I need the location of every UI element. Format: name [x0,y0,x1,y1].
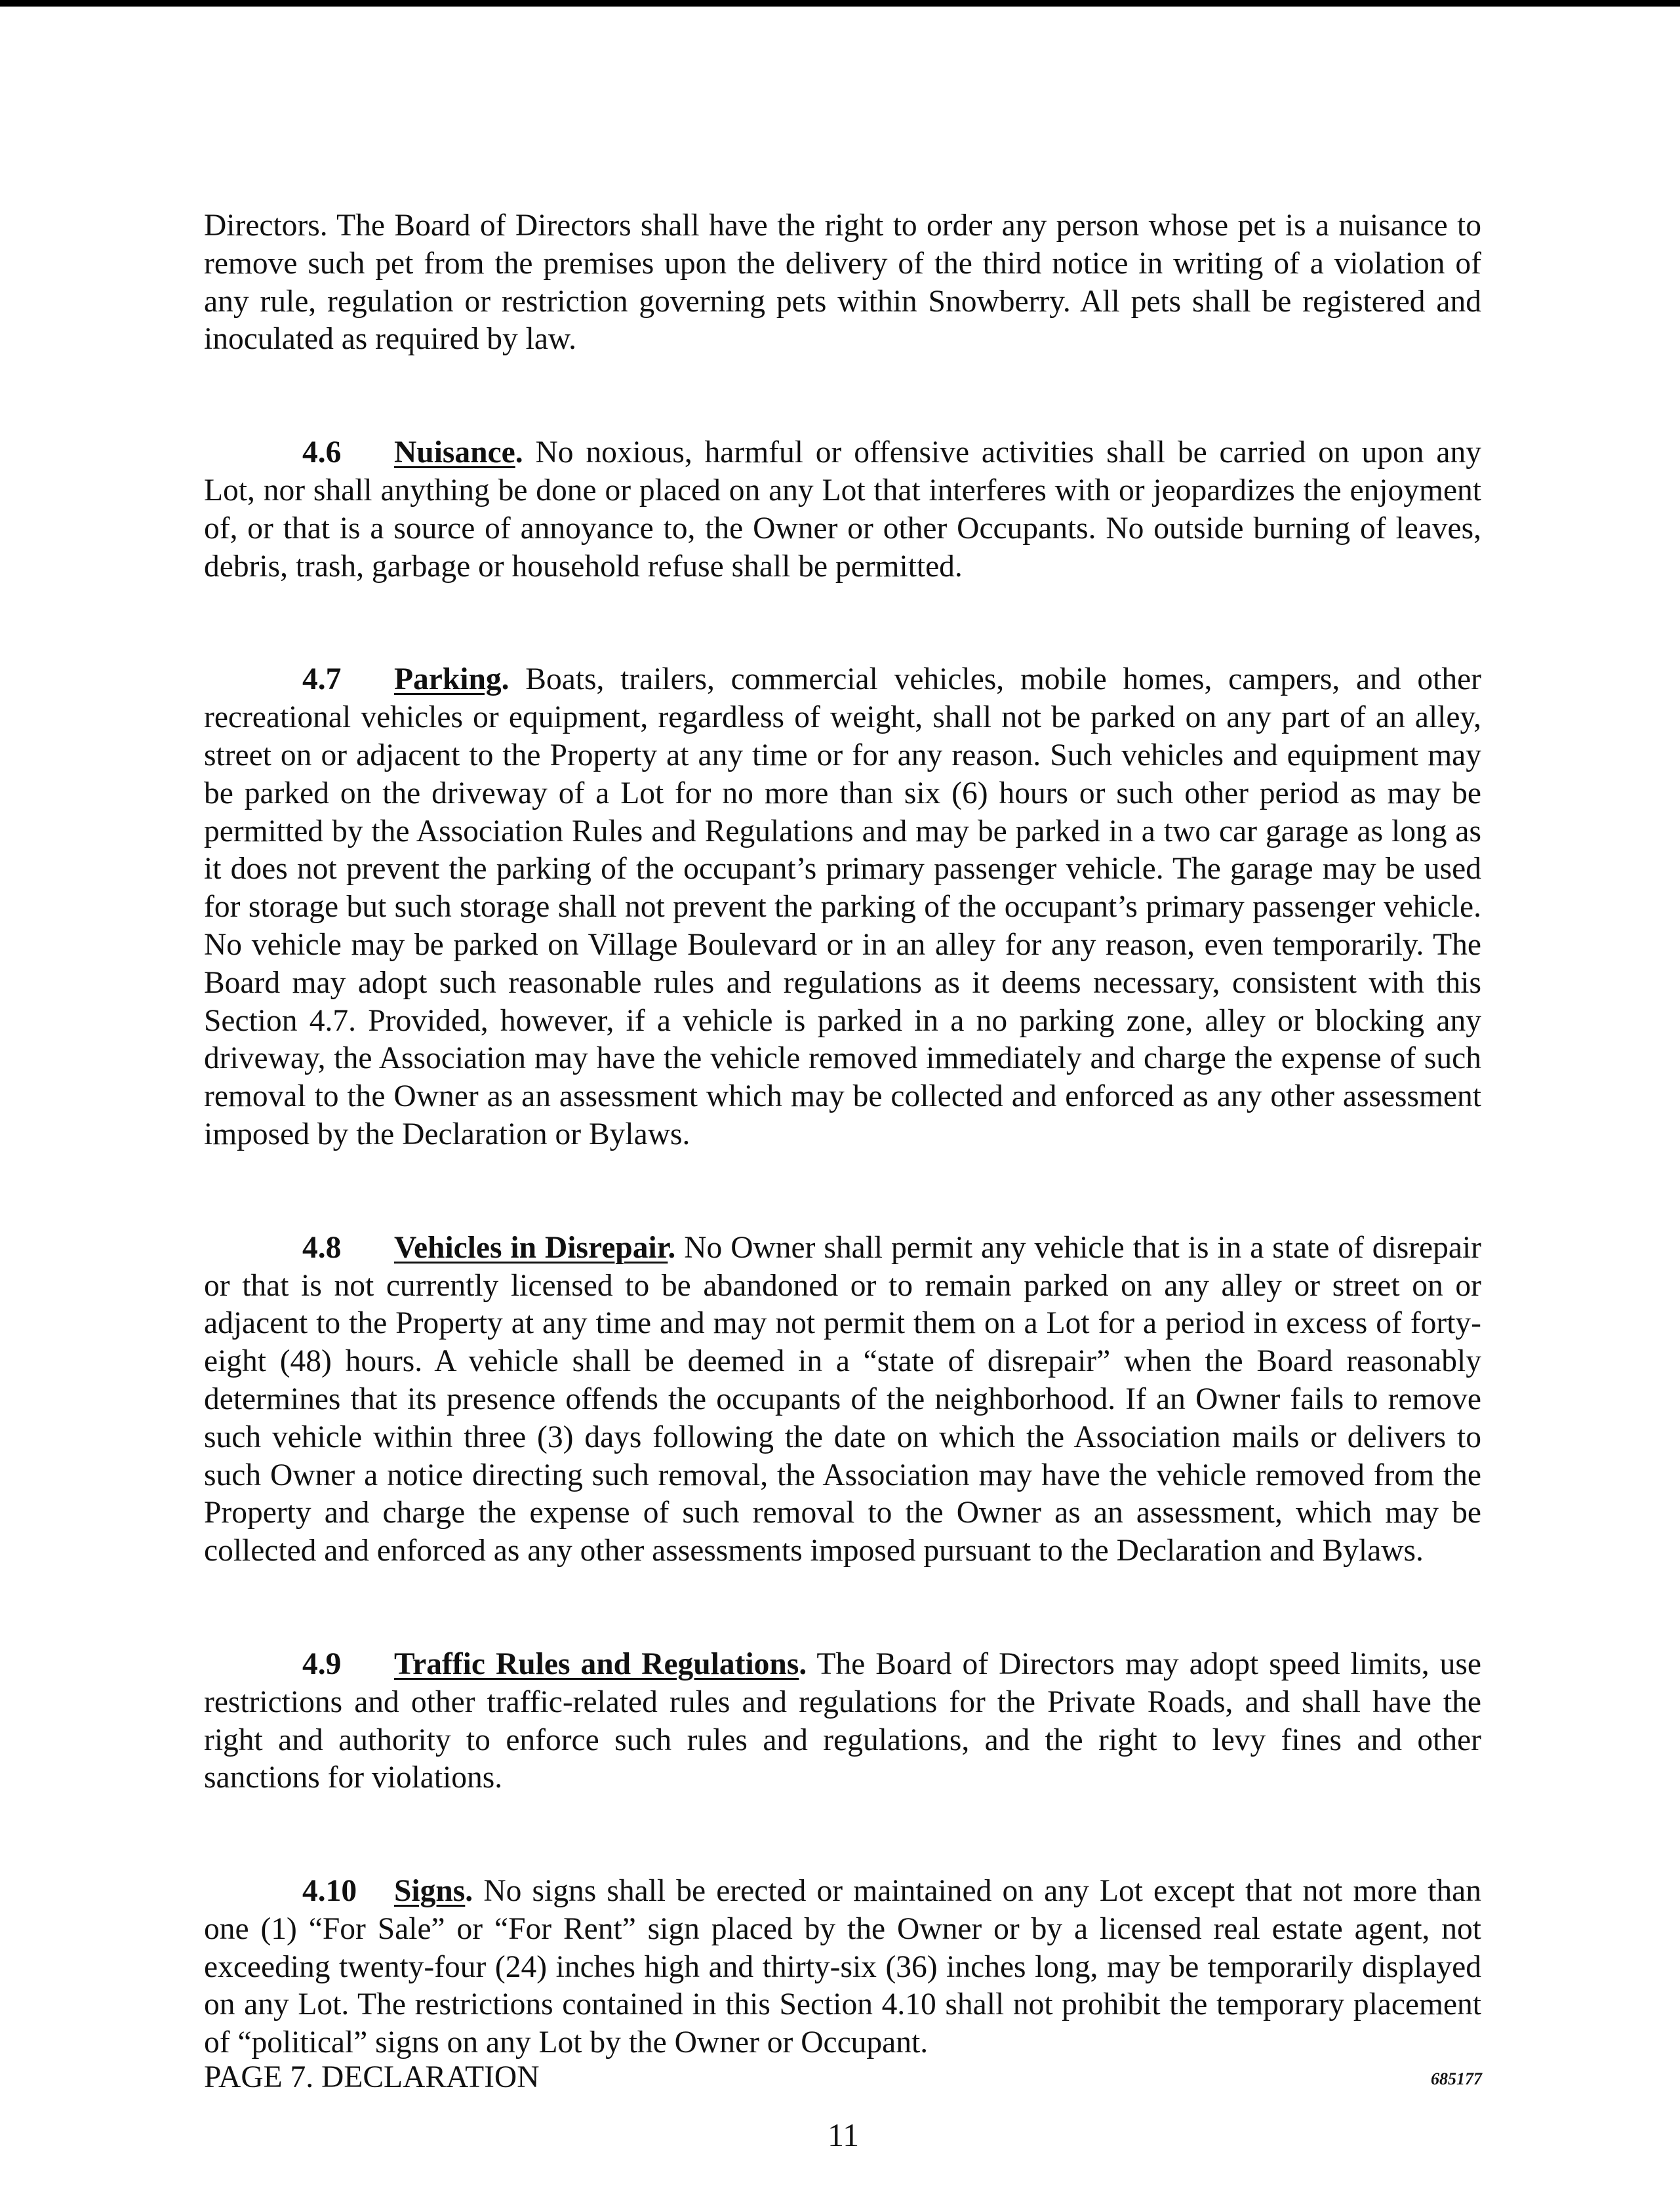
section-text: No noxious, harmful or offensive activities shall be carried on upon any Lot, nor shall anything be done or placed on any Lot that interferes with or jeopardizes the enjoyment of, or that is a source of annoyance to, the Owner or other Occupants. No outside burning of leaves, debris, trash, garbage or household refuse shall be permitted. [204,435,1481,584]
footer-page-label: PAGE 7. DECLARATION [204,2060,540,2094]
section-number: 4.9 [302,1646,342,1681]
handwritten-page-number: 11 [828,2117,860,2153]
section-number: 4.8 [302,1230,342,1265]
section-number: 4.6 [302,435,342,470]
section-number: 4.7 [302,662,342,697]
section-4-7 [204,661,1481,1153]
heading-period: . [465,1874,473,1909]
heading-period: . [799,1646,807,1681]
heading-period: . [668,1230,676,1265]
paragraph-gap [204,1797,1481,1873]
section-4-6 [204,434,1481,586]
paragraph-gap [204,1154,1481,1229]
section-4-8 [204,1229,1481,1570]
section-text: Boats, trailers, commercial vehicles, mobile homes, campers, and other recreational vehicles or equipment, regardless of weight, shall not be parked on any part of an alley, street on or adjacent to the Property at any time or for any reason. Such vehicles and equipment may be parked on the driveway of a Lot for no more than six (6) hours or such other period as may be permitted by the Association Rules and Regulations and may be parked in a two car garage as long as it does not prevent the parking of the occupant’s primary passenger vehicle. The garage may be used for storage but such storage shall not prevent the parking of the occupant’s primary passenger vehicle. No vehicle may be parked on Village Boulevard or in an alley for any reason, even temporarily. The Board may adopt such reasonable rules and regulations as it deems necessary, consistent with this Section 4.7. Provided, however, if a vehicle is parked in a no parking zone, alley or blocking any driveway, the Association may have the vehicle removed immediately and charge the expense of such removal to the Owner as an assessment which may be collected and enforced as any other assessment imposed by the Declaration or Bylaws. [204,662,1481,1151]
section-heading: Nuisance [394,435,515,470]
heading-period: . [515,435,523,470]
paragraph-gap [204,586,1481,661]
footer-document-code: 685177 [1431,2069,1482,2088]
scan-top-edge [0,0,1680,7]
section-text: The Board of Directors may adopt speed limits, use restrictions and other traffic-related rules and regulations for the Private Roads, and shall have the right and authority to enforce such rules and regulations, and the right to levy fines and other sanctions for violations. [204,1646,1481,1795]
section-heading: Vehicles in Disrepair [394,1230,668,1265]
paragraph-gap [204,1570,1481,1646]
section-text: No signs shall be erected or maintained on any Lot except that not more than one (1) “For Sale” or “For Rent” sign placed by the Owner or by a licensed real estate agent, not exceeding twenty-four (24) inches high and thirty-six (36) inches long, may be temporarily displayed on any Lot. The restrictions contained in this Section 4.10 shall not prohibit the temporary placement of “political” signs on any Lot by the Owner or Occupant. [204,1874,1481,2060]
section-number: 4.10 [302,1874,357,1909]
paragraph-gap [204,359,1481,434]
section-heading: Signs [394,1874,466,1909]
heading-period: . [501,662,510,697]
section-heading: Parking [394,662,502,697]
intro-paragraph: Directors. The Board of Directors shall have the right to order any person whose pet is a nuisance to remove such pet from the premises upon the delivery of the third notice in writing of a violation of any rule, regulation or restriction governing pets within Snowberry. All pets shall be registered and inoculated as required by law. [204,209,1481,357]
section-heading: Traffic Rules and Regulations [394,1646,799,1681]
section-4-9 [204,1646,1481,1797]
section-4-10 [204,1873,1481,2062]
document-body [204,207,1481,2062]
section-text: No Owner shall permit any vehicle that is in a state of disrepair or that is not currently licensed to be abandoned or to remain parked on any alley or street on or adjacent to the Property at any time and may not permit them on a Lot for a period in excess of forty-eight (48) hours. A vehicle shall be deemed in a “state of disrepair” when the Board reasonably determines that its presence offends the occupants of the neighborhood. If an Owner fails to remove such vehicle within three (3) days following the date on which the Association mails or delivers to such Owner a notice directing such removal, the Association may have the vehicle removed from the Property and charge the expense of such removal to the Owner as an assessment, which may be collected and enforced as any other assessments imposed pursuant to the Declaration and Bylaws. [204,1230,1481,1568]
